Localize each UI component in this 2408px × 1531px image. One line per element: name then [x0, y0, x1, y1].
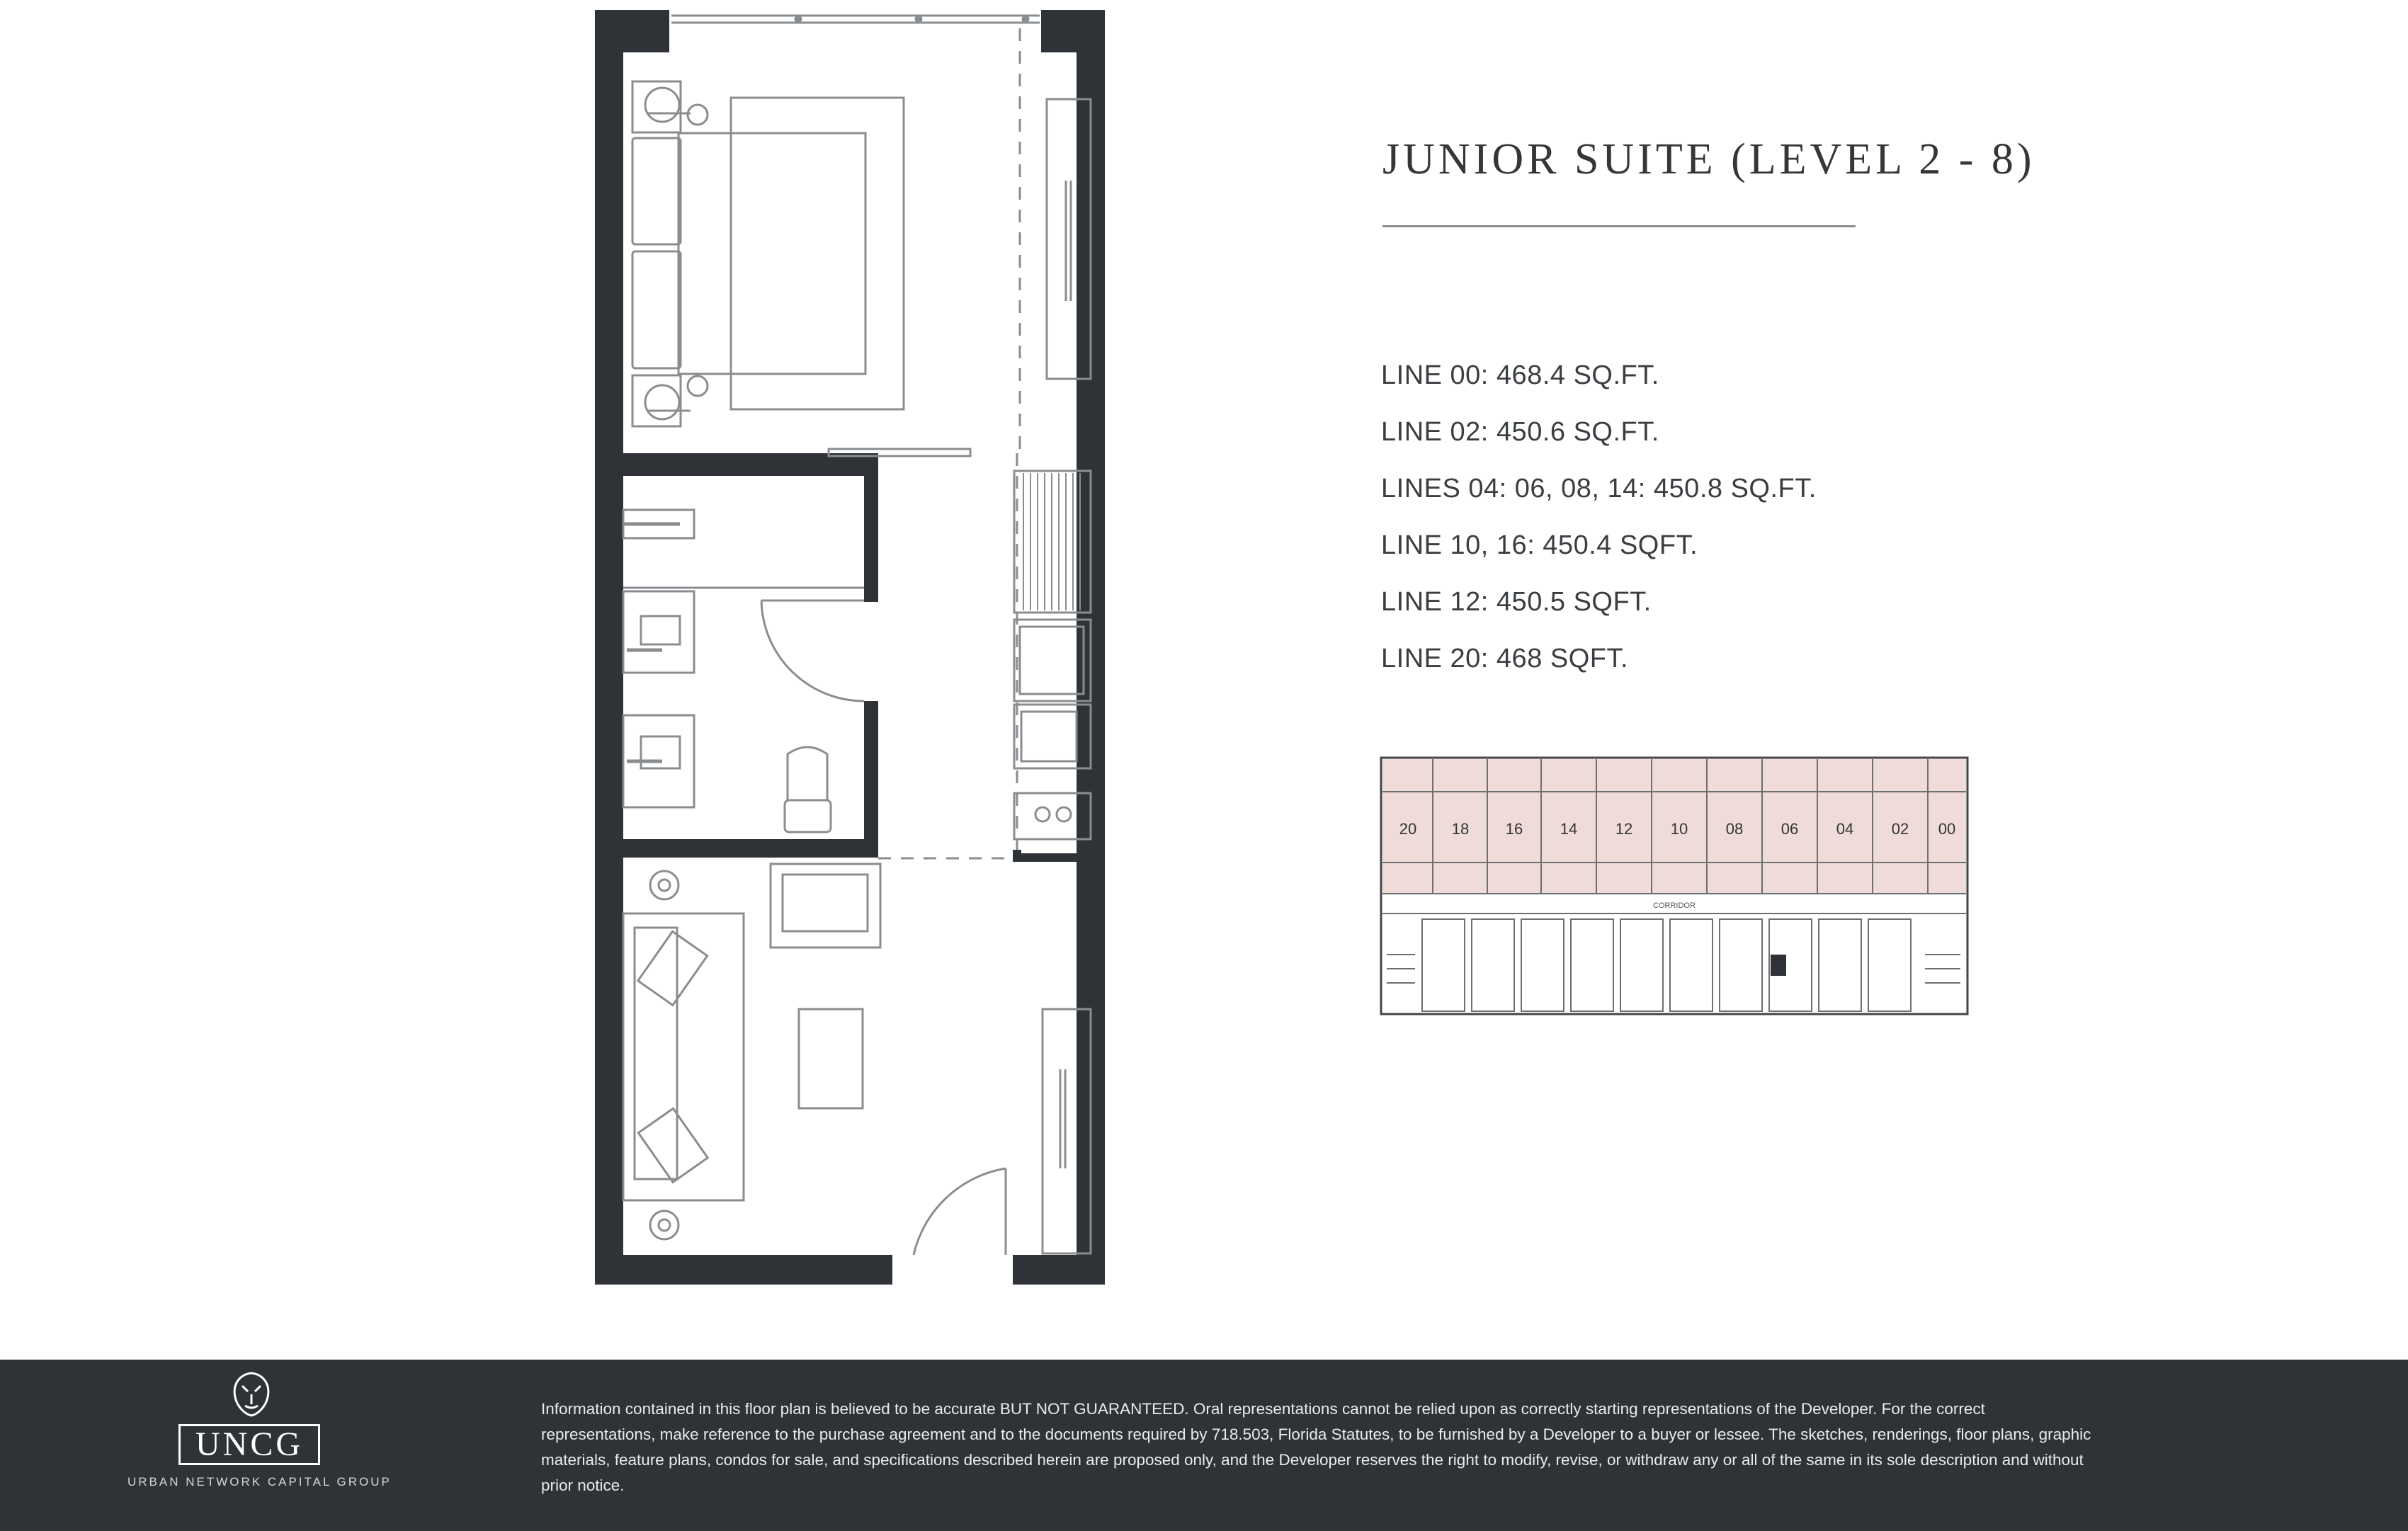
- key-unit-00: 00: [1938, 820, 1956, 838]
- key-plan: [1380, 749, 1971, 1022]
- logo-wordmark: UNCG: [178, 1424, 320, 1465]
- logo-tagline: URBAN NETWORK CAPITAL GROUP: [127, 1475, 392, 1489]
- key-corridor-label: CORRIDOR: [1653, 901, 1696, 910]
- area-line-02: LINE 02: 450.6 SQ.FT.: [1381, 417, 1659, 447]
- fixtures: [623, 16, 1091, 1255]
- area-line-20: LINE 20: 468 SQFT.: [1381, 644, 1629, 673]
- area-line-04: LINES 04: 06, 08, 14: 450.8 SQ.FT.: [1381, 474, 1817, 503]
- key-unit-02: 02: [1891, 820, 1909, 838]
- area-list: [1381, 361, 1817, 701]
- key-unit-14: 14: [1560, 820, 1578, 838]
- floor-plan: [0, 0, 1133, 1303]
- lion-head-icon: [227, 1370, 276, 1420]
- key-unit-20: 20: [1399, 820, 1417, 838]
- company-logo: [127, 1370, 392, 1498]
- key-unit-08: 08: [1725, 820, 1744, 838]
- key-unit-18: 18: [1451, 820, 1470, 838]
- walls: [595, 10, 1105, 1285]
- key-unit-10: 10: [1670, 820, 1688, 838]
- key-unit-04: 04: [1836, 820, 1854, 838]
- key-unit-06: 06: [1781, 820, 1799, 838]
- key-unit-12: 12: [1615, 820, 1633, 838]
- title-divider: [1382, 225, 1856, 227]
- area-line-12: LINE 12: 450.5 SQFT.: [1381, 587, 1652, 617]
- key-unit-16: 16: [1505, 820, 1523, 838]
- unit-title: JUNIOR SUITE (LEVEL 2 - 8): [1382, 135, 2035, 183]
- legal-disclaimer: Information contained in this floor plan is believed to be accurate BUT NOT GUARANTEED. Oral representations cannot be relied upon as correctly starting representations of the Developer. For the correct representations, make reference to the purchase agreement and to the documents required by 718.503, Florida Statutes, to be furnished by a Developer to a buyer or lessee. The sketches, renderings, floor plans, graphic materials, feature plans, condos for sale, and specifications described herein are proposed only, and the Developer reserves the right to modify, revise, or withdraw any or all of the same in its sole description and without prior notice.: [541, 1400, 2091, 1494]
- area-line-10: LINE 10, 16: 450.4 SQFT.: [1381, 530, 1698, 560]
- area-line-00: LINE 00: 468.4 SQ.FT.: [1381, 360, 1659, 390]
